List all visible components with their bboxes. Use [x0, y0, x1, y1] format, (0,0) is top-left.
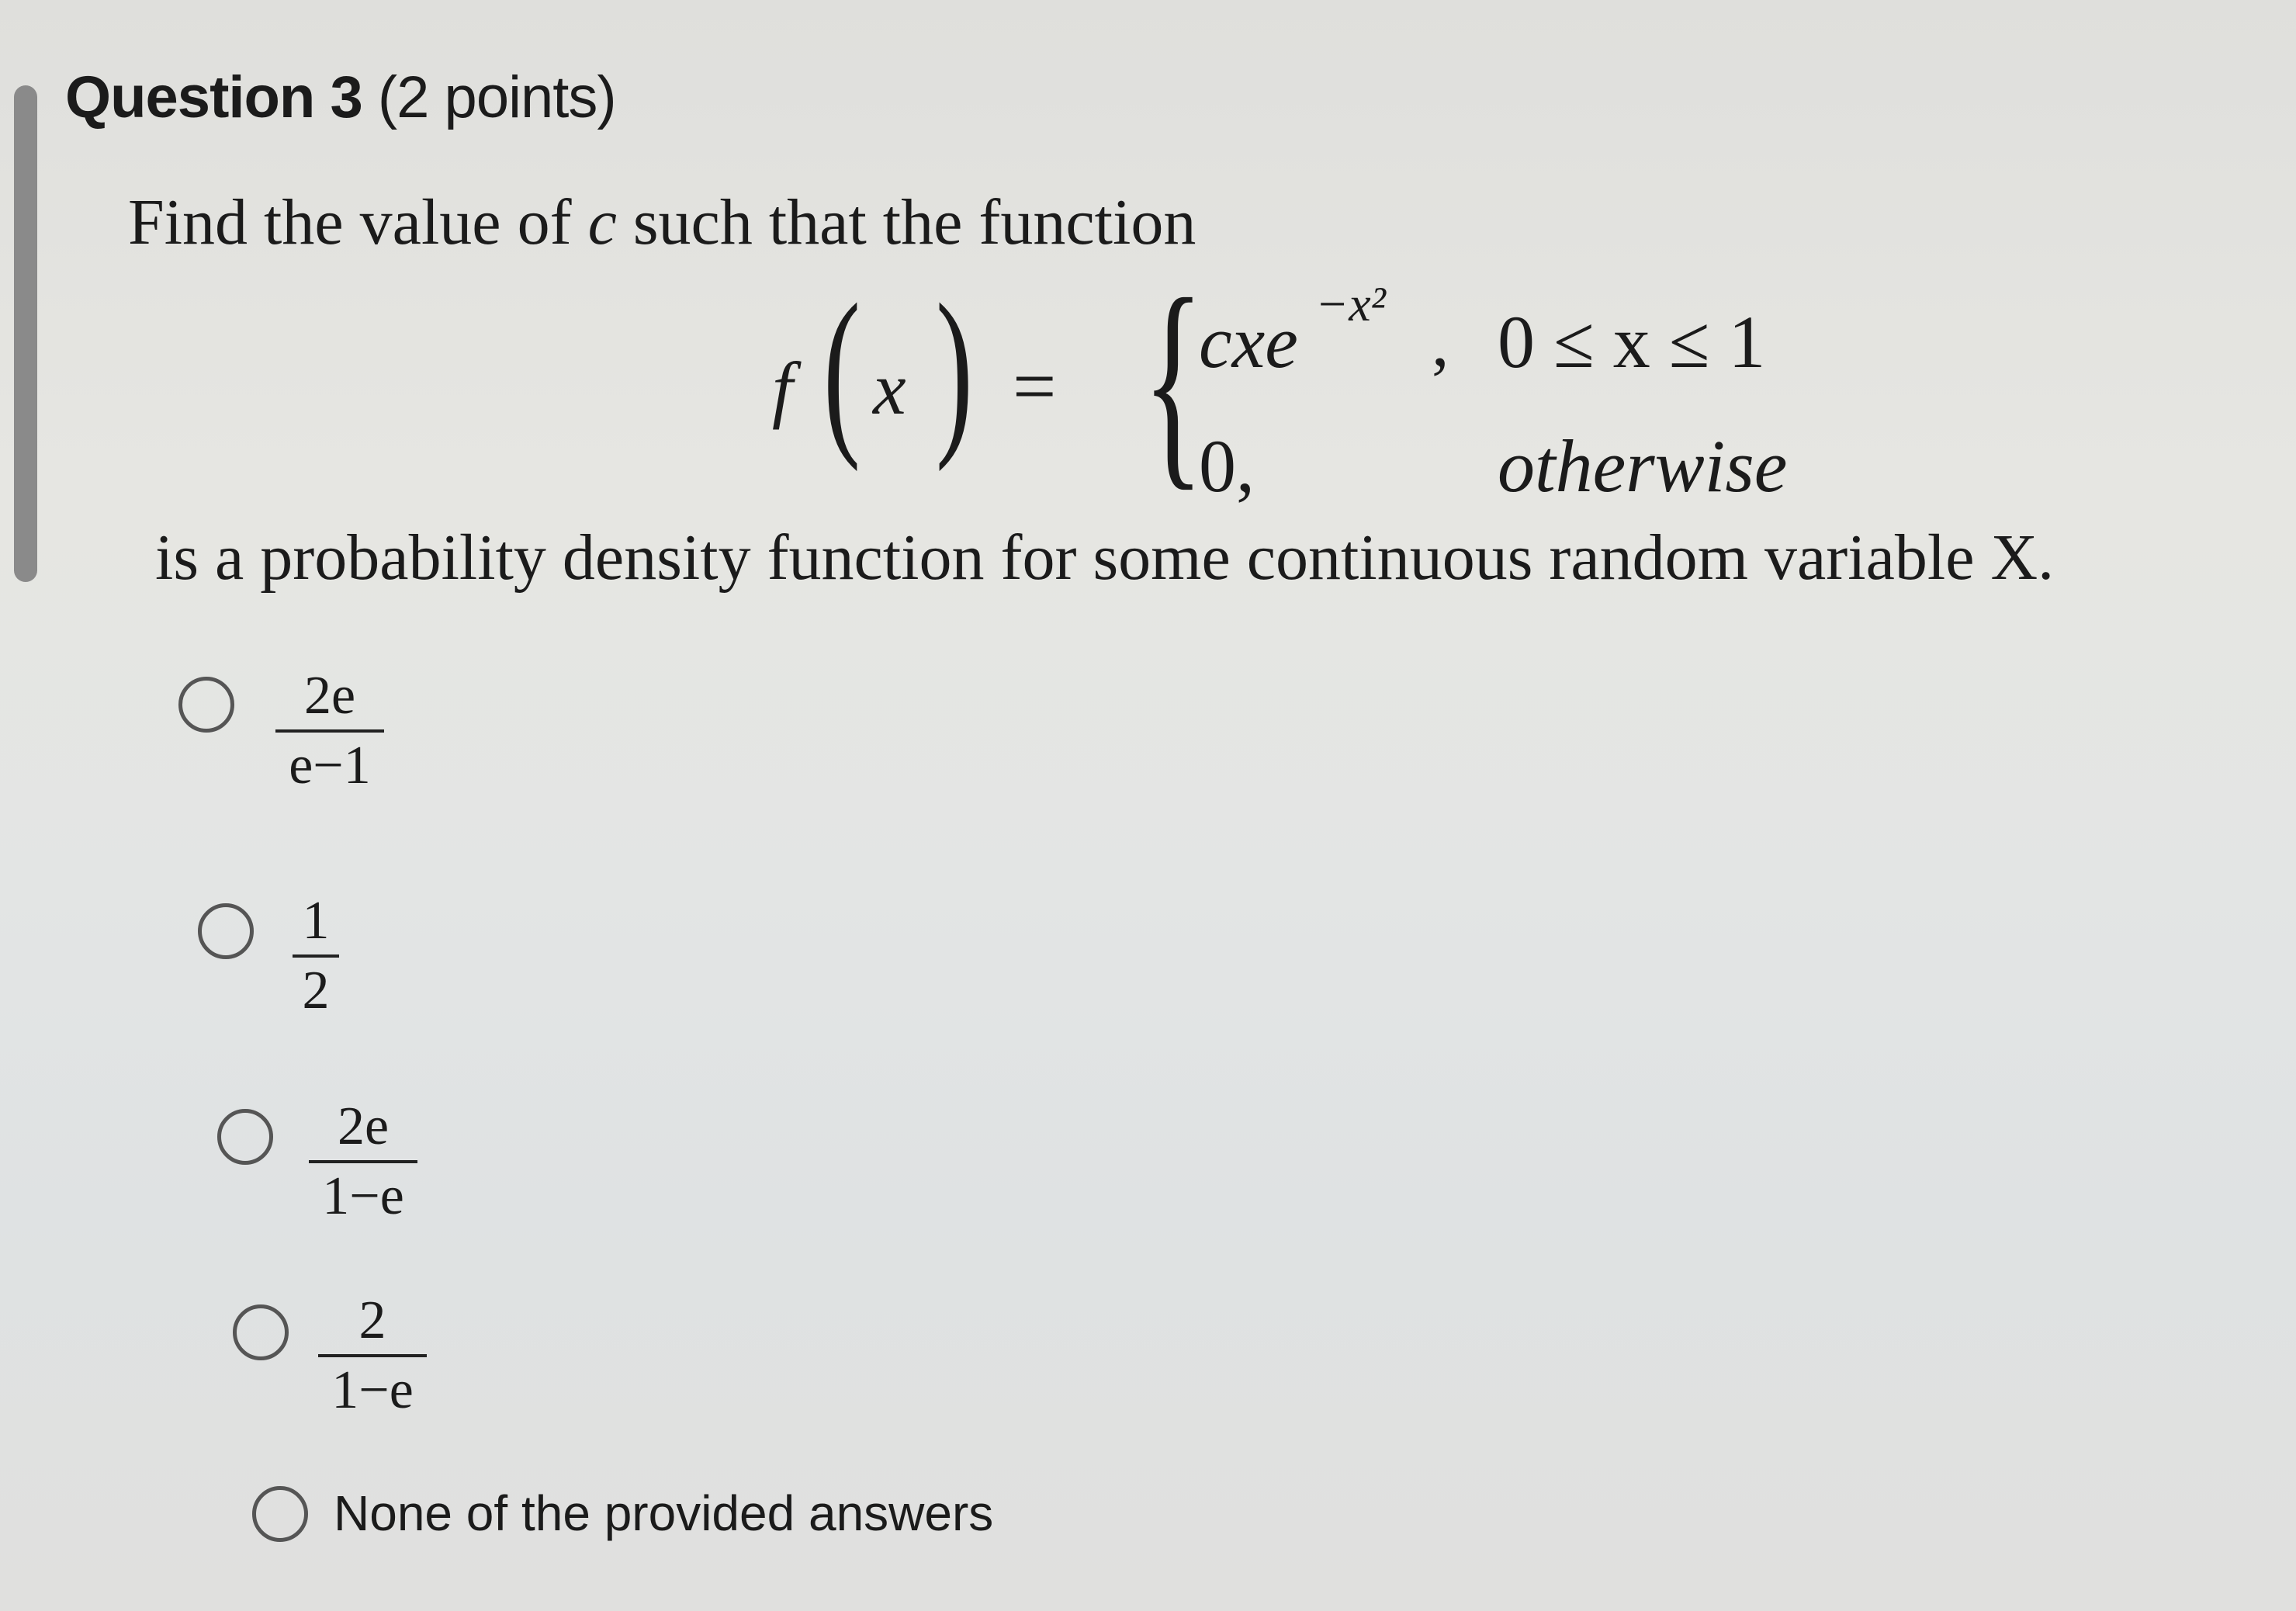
formula-function-name: f [772, 347, 793, 430]
fraction-numerator: 2 [358, 1291, 386, 1350]
option-fraction [309, 1098, 417, 1225]
radio-button[interactable] [198, 903, 254, 959]
fraction-numerator: 2e [303, 666, 356, 726]
stem-variable: c [587, 186, 617, 258]
formula-case1-comma: , [1432, 304, 1449, 381]
formula-case2-expr: 0, [1199, 424, 1255, 508]
formula-case1-condition: 0 ≤ x ≤ 1 [1498, 300, 1766, 383]
option-fraction [293, 892, 339, 1019]
option-fraction [318, 1292, 427, 1419]
formula-right-paren: ) [935, 265, 973, 472]
formula-case1-exponent: −x² [1315, 276, 1386, 331]
question-title [65, 64, 616, 131]
radio-button[interactable] [217, 1109, 273, 1165]
fraction-denominator: e−1 [289, 735, 371, 795]
question-stem-end: is a probability density function for some continuous random variable X. [155, 521, 2055, 594]
scrollbar-thumb[interactable] [14, 85, 37, 582]
option-label: None of the provided answers [334, 1485, 994, 1541]
formula-case2-condition: otherwise [1498, 424, 1788, 508]
piecewise-formula [764, 251, 1882, 524]
stem-suffix: such that the function [616, 186, 1196, 258]
formula-argument: x [873, 347, 906, 430]
option-fraction [275, 667, 384, 794]
radio-button[interactable] [252, 1486, 308, 1542]
fraction-denominator: 1−e [322, 1166, 404, 1226]
fraction-bar [275, 729, 384, 733]
question-number: Question 3 [65, 64, 362, 130]
question-points: (2 points) [377, 64, 616, 130]
radio-button[interactable] [233, 1304, 289, 1360]
formula-brace: { [1142, 251, 1204, 509]
stem-prefix: Find the value of [128, 186, 588, 258]
formula-left-paren: ( [822, 265, 861, 472]
question-stem [128, 185, 1196, 260]
radio-button[interactable] [178, 677, 234, 733]
fraction-bar [309, 1160, 417, 1163]
formula-equals: = [1013, 343, 1057, 429]
fraction-numerator: 1 [302, 891, 330, 951]
fraction-bar [293, 954, 339, 958]
fraction-denominator: 1−e [331, 1360, 414, 1420]
fraction-bar [318, 1354, 427, 1357]
formula-case1-expr: cxe [1199, 300, 1298, 383]
fraction-numerator: 2e [337, 1097, 390, 1156]
fraction-denominator: 2 [302, 960, 330, 1020]
